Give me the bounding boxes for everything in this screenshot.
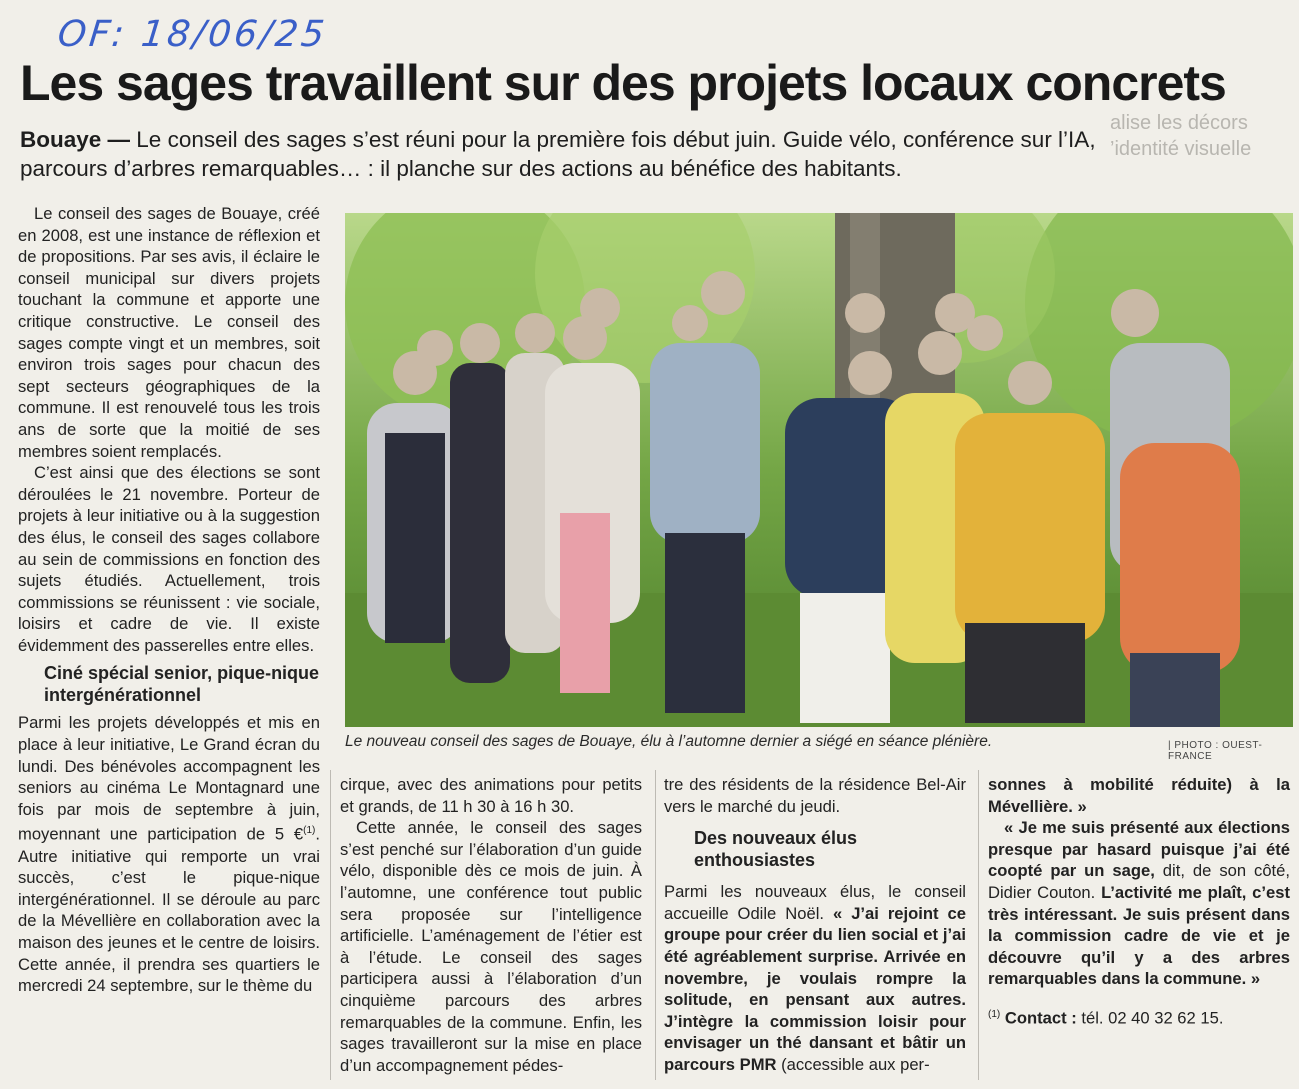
footnote [988,1004,1290,1029]
handwritten-date-stamp: OF: 18/06/25 [55,14,330,55]
standfirst [20,125,1130,183]
paragraph [18,712,320,996]
article-column-3 [664,774,966,1076]
text-run: (accessible aux per- [776,1054,930,1074]
bleed-through-text [1110,110,1299,190]
paragraph: Cette année, le conseil des sages s’est penché sur l’élaboration d’un guide vélo, disponible dès ce mois de juin. À l’automne, une conférence tout public sera proposée sur l’intelligence artificielle. L’aménagement de l’étier est à l’étude. Le conseil des sages participera aussi à l’élaboration d’un cinquième parcours des arbres remarquables de la commune. Enfin, les sages travailleront sur la mise en place d’un accompagnement pédes- [340,818,642,1075]
text-run: Parmi les projets développés et mis en place à leur initiative, Le Grand écran du lundi. Des bénévoles accompagnent les seniors au cinéma Le Montagnard une fois par mois de septembre à juin, moyennant une participation de 5 € [18,713,320,844]
paragraph: cirque, avec des animations pour petits et grands, de 11 h 30 à 16 h 30. [340,775,642,816]
subheading: Ciné spécial senior, pique-nique intergénérationnel [44,663,320,706]
article-column-4 [988,774,1290,1029]
column-rule [655,770,656,1080]
quote-run: sonnes à mobilité réduite) [988,775,1233,794]
footnote-marker: (1) [303,825,316,837]
footnote-text: tél. 02 40 32 62 15. [1076,1008,1224,1028]
paragraph [988,817,1290,990]
bleed-line: ’identité visuelle [1110,138,1252,160]
photo-caption: Le nouveau conseil des sages de Bouaye, élu à l’automne dernier a siégé en séance plénière. [345,733,993,750]
quote-run: « J’ai rejoint ce groupe pour créer du lien social et j’ai été agréablement surprise. Arrivée en novembre, je voulais rompre la solitude, en pensant aux autres. J’intègre la commission loisir pour envisager un thé dansant et bâtir un parcours PMR [664,903,966,1074]
footnote-marker: (1) [988,1008,1001,1020]
group-photo [345,213,1293,727]
text-run: Parmi les nouveaux élus, le conseil accueille Odile Noël. [664,882,966,923]
footnote-label: Contact : [1000,1008,1077,1028]
paragraph [664,881,966,1075]
article-column-1 [18,203,320,997]
standfirst-location: Bouaye — [20,127,131,152]
column-rule [330,770,331,1080]
paragraph [988,774,1290,817]
text-run: . Autre initiative qui remporte un vrai succès, c’est le pique-nique intergénérationnel. Il se déroule au parc de la Mévellière en collaboration avec la maison des jeunes et le centre de loisirs. Cette année, il prendra ses quartiers le mercredi 24 septembre, sur le thème du [18,824,320,996]
subheading: Des nouveaux élus enthousiastes [694,828,858,871]
quote-run: à la Mévellière. » [988,775,1290,816]
bleed-line: alise les décors [1110,112,1248,134]
text-run: dit, de son côté, Didier Couton. [988,861,1291,902]
column-rule [978,770,979,1080]
article-column-2 [340,774,642,1076]
photo-credit: | PHOTO : OUEST-FRANCE [1168,740,1263,762]
paragraph: tre des résidents de la résidence Bel-Air vers le marché du jeudi. [664,775,966,816]
standfirst-text: Le conseil des sages s’est réuni pour la première fois début juin. Guide vélo, conférence sur l’IA, parcours d’arbres remarquables… : il planche sur des actions au bénéfice des habitants. [20,127,1096,181]
quote-run: « Je me suis présenté aux élections presque par hasard puisque j’ai été coopté par un sage, [988,818,1290,881]
group-photo-illustration [345,213,1293,727]
paragraph: Le conseil des sages de Bouaye, créé en 2008, est une instance de réflexion et de propositions. Par ses avis, il éclaire le conseil municipal sur divers projets touchant la commune et apporte une critique constructive. Le conseil des sages compte vingt et un membres, soit environ trois sages pour chacun des sept secteurs géographiques de la commune. Il est renouvelé tous les trois ans de sorte que la moitié de ses membres soient remplacés. [18,204,320,461]
headline: Les sages travaillent sur des projets locaux concrets [20,55,1226,111]
quote-run: L’activité me plaît, c’est très intéressant. Je suis présent dans la commission cadre de vie et je découvre qu’il y a des arbres remarquables dans la commune. » [988,882,1290,989]
paragraph: C’est ainsi que des élections se sont déroulées le 21 novembre. Porteur de projets à leur initiative ou à la suggestion des élus, le conseil des sages collabore au sein de commissions en fonction des sujets étudiés. Actuellement, trois commissions se réunissent : vie sociale, loisirs et cadre de vie. Il existe évidemment des passerelles entre elles. [18,463,320,655]
